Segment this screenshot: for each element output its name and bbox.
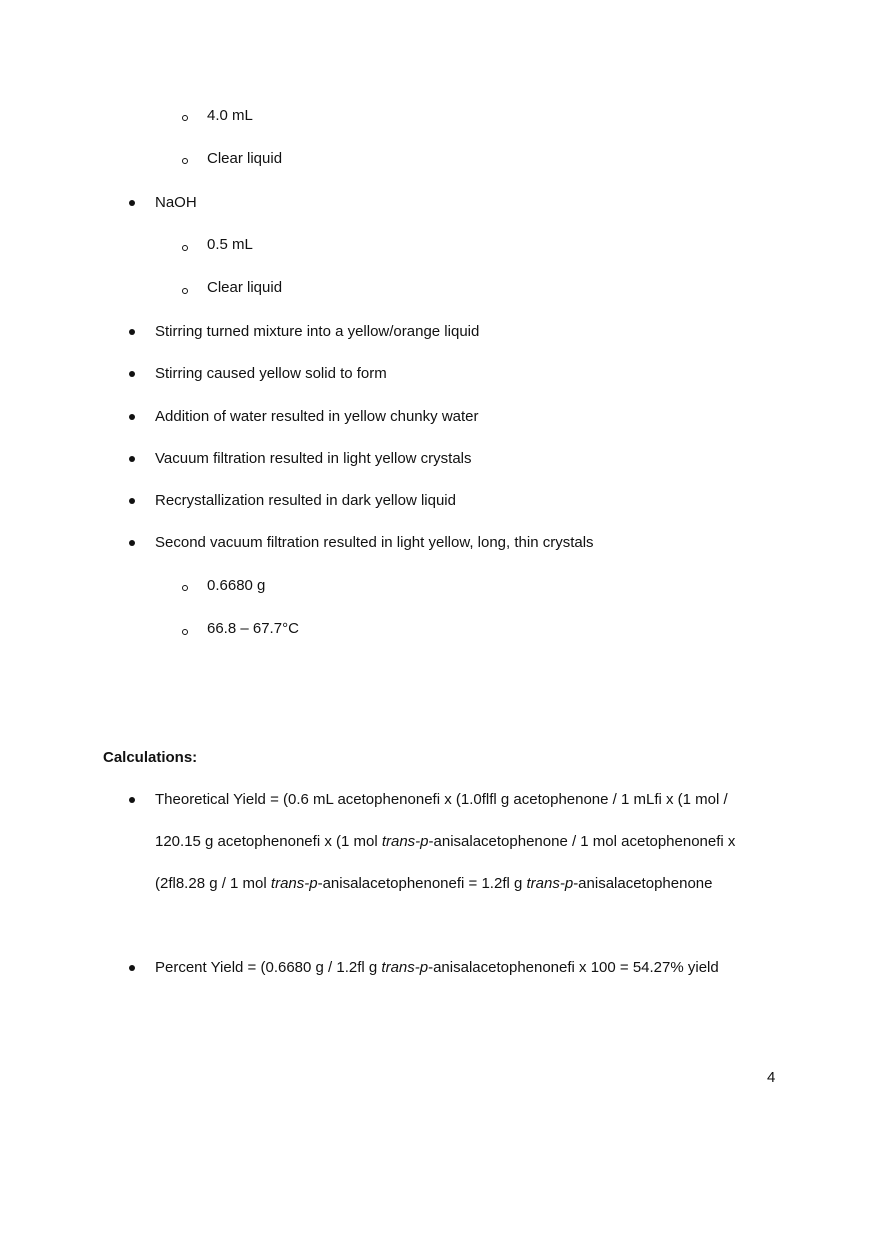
text-segment: (2fl8.28 g / 1 mol — [155, 875, 271, 892]
bullet-icon — [129, 329, 135, 335]
bullet-icon — [129, 540, 135, 546]
italic-segment: trans-p — [526, 875, 574, 892]
section-heading: Calculations: — [103, 749, 198, 766]
text-segment: Percent Yield = (0.6680 g / 1.2fl g — [155, 959, 382, 976]
bullet-icon — [129, 797, 135, 803]
sub-bullet-icon — [182, 288, 188, 294]
sub-bullet-icon — [182, 115, 188, 121]
list-item: Stirring turned mixture into a yellow/orange liquid — [155, 323, 480, 340]
list-item: Clear liquid — [207, 150, 283, 167]
list-item: Stirring caused yellow solid to form — [155, 365, 387, 382]
bullet-icon — [129, 414, 135, 420]
italic-segment: trans-p — [381, 833, 429, 850]
bullet-icon — [129, 200, 135, 206]
list-item: Addition of water resulted in yellow chunky water — [155, 408, 479, 425]
text-segment: -anisalacetophenone / 1 mol acetophenonefi x — [428, 833, 736, 850]
list-item: Second vacuum filtration resulted in light yellow, long, thin crystals — [155, 534, 594, 551]
list-item: 66.8 – 67.7°C — [207, 620, 299, 637]
sub-bullet-icon — [182, 158, 188, 164]
list-item: Vacuum filtration resulted in light yellow crystals — [155, 450, 472, 467]
italic-segment: trans-p — [381, 959, 429, 976]
bullet-icon — [129, 456, 135, 462]
theoretical-yield-line-1: Theoretical Yield = (0.6 mL acetophenonefi x (1.0flfl g acetophenone / 1 mLfi x (1 mol / — [155, 791, 728, 808]
list-item: 0.5 mL — [207, 236, 253, 253]
text-segment: 120.15 g acetophenonefi x (1 mol — [155, 833, 382, 850]
text-segment: -anisalacetophenonefi x 100 = 54.27% yield — [428, 959, 719, 976]
page-number: 4 — [767, 1069, 776, 1086]
text-segment: -anisalacetophenonefi = 1.2fl g — [317, 875, 527, 892]
sub-bullet-icon — [182, 245, 188, 251]
list-item: Clear liquid — [207, 279, 283, 296]
bullet-icon — [129, 371, 135, 377]
text-segment: -anisalacetophenone — [573, 875, 713, 892]
sub-bullet-icon — [182, 629, 188, 635]
italic-segment: trans-p — [270, 875, 318, 892]
list-item: 0.6680 g — [207, 577, 266, 594]
sub-bullet-icon — [182, 585, 188, 591]
list-item: Recrystallization resulted in dark yellow liquid — [155, 492, 456, 509]
list-item: 4.0 mL — [207, 107, 253, 124]
theoretical-yield-line-3 — [155, 874, 712, 894]
bullet-icon — [129, 498, 135, 504]
percent-yield-line — [155, 958, 719, 978]
list-item: NaOH — [155, 194, 197, 211]
bullet-icon — [129, 965, 135, 971]
theoretical-yield-line-2 — [155, 832, 735, 852]
